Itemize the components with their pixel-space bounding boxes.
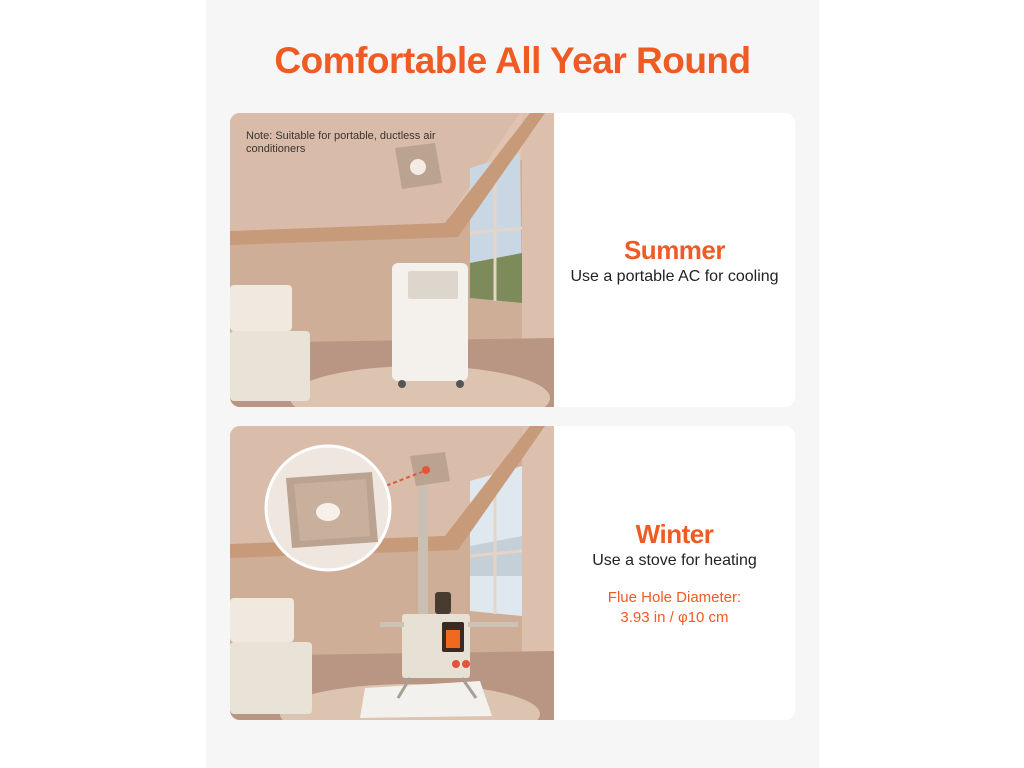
- winter-card: [230, 426, 795, 720]
- summer-description: Use a portable AC for cooling: [570, 267, 779, 285]
- page-title: Comfortable All Year Round: [274, 40, 751, 81]
- flue-hole-spec: [608, 588, 741, 628]
- winter-text: [554, 426, 795, 720]
- summer-text: [554, 113, 795, 407]
- flue-hole-label: Flue Hole Diameter:: [607, 588, 742, 606]
- product-panel: [206, 0, 819, 768]
- summer-tent-photo: [230, 113, 554, 407]
- winter-description: Use a stove for heating: [592, 551, 757, 569]
- flue-hole-value: 3.93 in / φ10 cm: [620, 608, 729, 626]
- summer-heading: Summer: [623, 234, 726, 265]
- ac-suitability-note: Note: Suitable for portable, ductless air conditioners: [246, 130, 436, 155]
- winter-tent-photo: [230, 426, 554, 720]
- summer-card: [230, 113, 795, 407]
- winter-heading: Winter: [635, 518, 714, 549]
